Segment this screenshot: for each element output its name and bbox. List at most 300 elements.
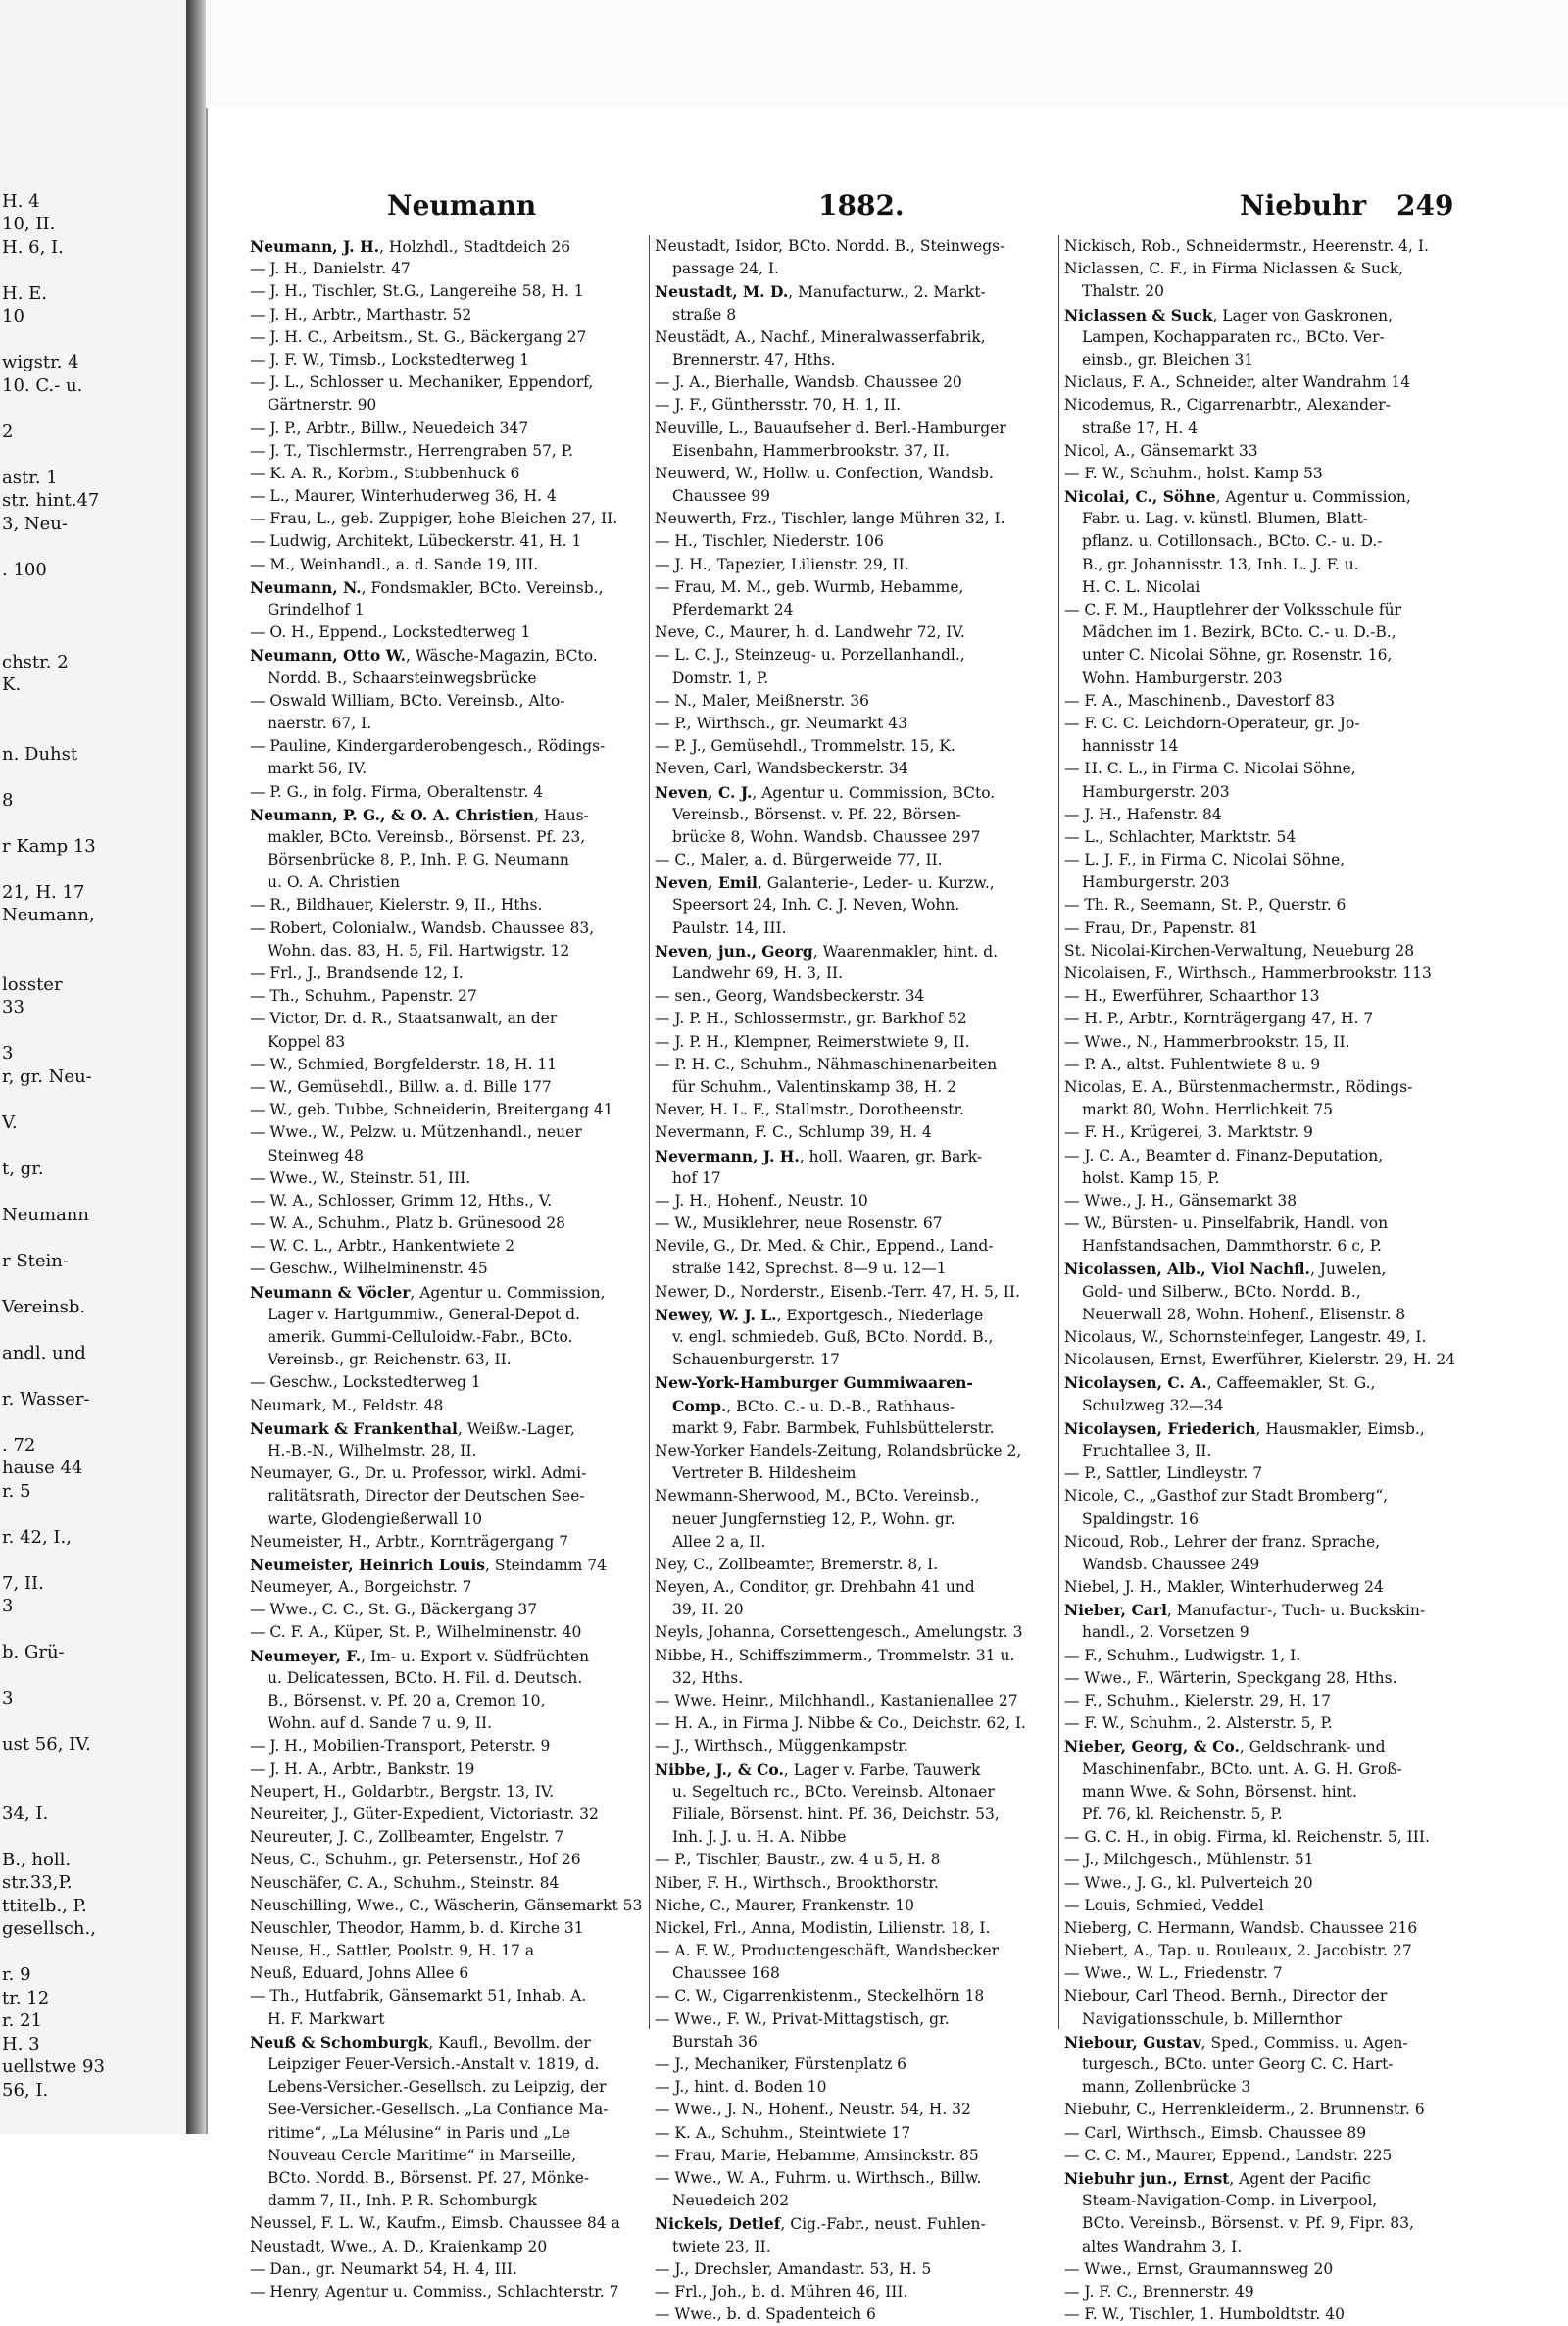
- directory-entry-line: Pf. 76, kl. Reichenstr. 5, P.: [1082, 1805, 1283, 1823]
- directory-entry-line: H.-B.-N., Wilhelmstr. 28, II.: [268, 1441, 477, 1460]
- directory-entry-line: v. engl. schmiedeb. Guß, BCto. Nordd. B.,: [672, 1328, 994, 1346]
- directory-entry-line: Lebens-Versicher.-Gesellsch. zu Leipzig, der: [268, 2078, 607, 2097]
- directory-entry-line: — Louis, Schmied, Veddel: [1064, 1896, 1264, 1914]
- previous-page-fragment: B., holl.: [2, 1849, 72, 1870]
- directory-entry-line: — H., Ewerführer, Schaarthor 13: [1064, 987, 1320, 1006]
- directory-entry-line: Nicolas, E. A., Bürstenmachermstr., Rödings-: [1064, 1077, 1413, 1096]
- directory-entry-line: u. Segeltuch rc., BCto. Vereinsb. Altonaer: [672, 1782, 995, 1801]
- directory-entry-line: Niebour, Gustav, Sped., Commiss. u. Agen-: [1064, 2032, 1408, 2052]
- previous-page-fragment: [0, 719, 184, 743]
- directory-entry-line: — F. W., Tischler, 1. Humboldtstr. 40: [1064, 2305, 1345, 2324]
- directory-entry-line: H. F. Markwart: [268, 2009, 385, 2028]
- directory-entry-line: twiete 23, II.: [672, 2237, 771, 2255]
- directory-entry-line: passage 24, I.: [672, 260, 779, 278]
- directory-entry-line: Neuschäfer, C. A., Schuhm., Steinstr. 84: [250, 1873, 560, 1892]
- directory-entry-line: — H. P., Arbtr., Kornträgergang 47, H. 7: [1064, 1010, 1374, 1028]
- previous-page-fragment: . 72: [2, 1434, 36, 1456]
- directory-entry-line: — Frl., J., Brandsende 12, I.: [250, 965, 464, 982]
- directory-entry-line: Neumark, M., Feldstr. 48: [250, 1396, 444, 1414]
- directory-entry-line: Neumayer, G., Dr. u. Professor, wirkl. Admi-: [250, 1464, 587, 1483]
- directory-entry-line: — Carl, Wirthsch., Eimsb. Chaussee 89: [1064, 2123, 1367, 2142]
- previous-page-fragment: [0, 950, 184, 973]
- previous-page-edge: [0, 0, 186, 2134]
- directory-entry-line: — A. F. W., Productengeschäft, Wandsbecker: [655, 1942, 1000, 1960]
- directory-entry-line: Schulzweg 32—34: [1082, 1396, 1224, 1414]
- directory-entry-line: Neureuter, J. C., Zollbeamter, Engelstr. 7: [250, 1828, 564, 1847]
- directory-entry-line: — J. P. H., Schlossermstr., gr. Barkhof 52: [655, 1010, 967, 1028]
- directory-entry-line: Nickel, Frl., Anna, Modistin, Lilienstr. 18, I.: [655, 1918, 991, 1937]
- directory-entry-line: — M., Weinhandl., a. d. Sande 19, III.: [250, 555, 539, 573]
- previous-page-fragment: 10. C.- u.: [2, 374, 83, 396]
- previous-page-fragment: r. 42, I.,: [2, 1526, 72, 1548]
- directory-entry-line: Steam-Navigation-Comp. in Liverpool,: [1082, 2192, 1378, 2210]
- directory-entry-line: — F., Schuhm., Kielerstr. 29, H. 17: [1064, 1692, 1331, 1709]
- previous-page-fragment: r. 21: [2, 2010, 42, 2031]
- directory-entry-line: Neumeyer, F., Im- u. Export v. Südfrüchten: [250, 1646, 590, 1665]
- previous-page-fragment: 33: [2, 997, 24, 1017]
- directory-entry-line: Neuerwall 28, Wohn. Hohenf., Elisenstr. 8: [1082, 1305, 1406, 1323]
- directory-entry-line: — J., hint. d. Boden 10: [655, 2078, 827, 2097]
- directory-entry-line: Neven, C. J., Agentur u. Commission, BCto.: [655, 782, 996, 802]
- directory-entry-line: — W. A., Schlosser, Grimm 12, Hths., V.: [250, 1191, 553, 1210]
- previous-page-fragment: n. Duhst: [2, 743, 78, 765]
- directory-entry-line: markt 56, IV.: [268, 760, 368, 778]
- directory-entry-line: Niebuhr, C., Herrenkleiderm., 2. Brunnenstr. 6: [1064, 2101, 1425, 2119]
- directory-entry-line: Speersort 24, Inh. C. J. Neven, Wohn.: [672, 896, 960, 915]
- previous-page-fragment: [0, 812, 184, 835]
- directory-entry-line: Neussel, F. L. W., Kaufm., Eimsb. Chaussee 84 a: [250, 2214, 620, 2233]
- directory-entry-line: Neuwerd, W., Hollw. u. Confection, Wandsb.: [655, 464, 994, 482]
- directory-entry-line: Niebert, A., Tap. u. Rouleaux, 2. Jacobistr. 27: [1064, 1942, 1412, 1960]
- directory-entry-line: — J. H., Danielstr. 47: [250, 260, 411, 278]
- directory-entry-line: — F. W., Schuhm., 2. Alsterstr. 5, P.: [1064, 1714, 1333, 1733]
- previous-page-fragment: [0, 1318, 184, 1342]
- directory-entry-line: — L. J. F., in Firma C. Nicolai Söhne,: [1064, 851, 1346, 869]
- previous-page-fragment: ttitelb., P.: [2, 1895, 87, 1916]
- previous-page-fragment: tr. 12: [2, 1987, 50, 2008]
- directory-entry-line: Wandsb. Chaussee 249: [1082, 1555, 1260, 1573]
- directory-entry-line: — Wwe., C. C., St. G., Bäckergang 37: [250, 1601, 538, 1619]
- directory-entry-line: straße 17, H. 4: [1082, 419, 1199, 437]
- directory-entry-line: Nieber, Georg, & Co., Geldschrank- und: [1064, 1737, 1386, 1757]
- directory-entry-line: markt 80, Wohn. Herrlichkeit 75: [1082, 1101, 1333, 1119]
- directory-entry-line: — J. A., Bierhalle, Wandsb. Chaussee 20: [655, 373, 962, 392]
- column-3: [1064, 235, 1466, 2326]
- previous-page-fragment: r, gr. Neu-: [2, 1065, 92, 1087]
- directory-entry-line: Landwehr 69, H. 3, II.: [672, 965, 844, 982]
- directory-entry-line: — W. A., Schuhm., Platz b. Grünesood 28: [250, 1214, 566, 1233]
- directory-entry-line: — J. H., Arbtr., Marthastr. 52: [250, 305, 472, 323]
- directory-entry-line: Spaldingstr. 16: [1082, 1509, 1199, 1528]
- directory-entry-line: — sen., Georg, Wandsbeckerstr. 34: [655, 987, 925, 1006]
- directory-entry-line: Vertreter B. Hildesheim: [672, 1464, 857, 1483]
- previous-page-fragment: [0, 1710, 184, 1734]
- directory-entry-line: turgesch., BCto. unter Georg C. C. Hart-: [1082, 2055, 1394, 2073]
- directory-entry-line: — W., Gemüsehdl., Billw. a. d. Bille 177: [250, 1077, 552, 1096]
- previous-page-fragment: wigstr. 4: [2, 352, 79, 372]
- directory-entry-line: Neuschler, Theodor, Hamm, b. d. Kirche 31: [250, 1918, 584, 1937]
- previous-page-fragment: [0, 1757, 184, 1780]
- previous-page-fragment: str. hint.47: [2, 490, 100, 511]
- directory-entry-line: — L., Maurer, Winterhuderweg 36, H. 4: [250, 487, 557, 506]
- directory-entry-line: — Th., Hutfabrik, Gänsemarkt 51, Inhab. A.: [250, 1987, 587, 2005]
- directory-entry-line: — J. P. H., Klempner, Reimerstwiete 9, II.: [655, 1032, 970, 1051]
- previous-page-fragment: 34, I.: [2, 1803, 49, 1824]
- directory-entry-line: einsb., gr. Bleichen 31: [1082, 350, 1254, 369]
- previous-page-fragment: [0, 1825, 184, 1849]
- directory-entry-line: Mädchen im 1. Bezirk, BCto. C.- u. D.-B.,: [1082, 623, 1396, 642]
- directory-entry-line: Nicolaysen, Friederich, Hausmakler, Eimsb.,: [1064, 1418, 1425, 1438]
- directory-entry-line: Nieberg, C. Hermann, Wandsb. Chaussee 216: [1064, 1918, 1418, 1937]
- directory-entry-line: makler, BCto. Vereinsb., Börsenst. Pf. 23,: [268, 827, 586, 846]
- directory-entry-line: — J. H., Tapezier, Lilienstr. 29, II.: [655, 555, 909, 573]
- previous-page-fragment: 7, II.: [2, 1572, 44, 1594]
- previous-page-fragment: r. 9: [2, 1964, 31, 1985]
- previous-page-fragment: 8: [2, 789, 14, 811]
- previous-page-fragment: losster: [2, 973, 63, 995]
- previous-page-fragment: [0, 1410, 184, 1434]
- directory-entry-line: — P. A., altst. Fuhlentwiete 8 u. 9: [1064, 1055, 1321, 1073]
- directory-entry-line: Nicoud, Rob., Lehrer der franz. Sprache,: [1064, 1532, 1381, 1551]
- previous-page-fragment: [0, 535, 184, 559]
- directory-entry-line: — Frau, Dr., Papenstr. 81: [1064, 918, 1259, 937]
- directory-entry-line: Neven, Carl, Wandsbeckerstr. 34: [655, 760, 908, 778]
- previous-page-fragment: Vereinsb.: [2, 1296, 86, 1317]
- directory-entry-line: Steinweg 48: [268, 1146, 364, 1164]
- previous-page-fragment: andl. und: [2, 1342, 86, 1363]
- previous-page-fragment: H. E.: [2, 282, 48, 304]
- previous-page-fragment: [0, 627, 184, 651]
- directory-entry-line: Neumann, Otto W., Wäsche-Magazin, BCto.: [250, 646, 598, 666]
- previous-page-fragment: Neumann: [2, 1204, 89, 1225]
- previous-page-fragment: 10, II.: [2, 214, 56, 234]
- directory-entry-line: Nicol, A., Gänsemarkt 33: [1064, 441, 1258, 460]
- directory-entry-line: — P., Wirthsch., gr. Neumarkt 43: [655, 714, 907, 732]
- directory-entry-line: holst. Kamp 15, P.: [1082, 1168, 1220, 1187]
- previous-page-fragment: r. Wasser-: [2, 1388, 90, 1410]
- directory-entry-line: Niclaus, F. A., Schneider, alter Wandrahm 14: [1064, 373, 1411, 392]
- directory-entry-line: Koppel 83: [268, 1032, 346, 1051]
- directory-entry-line: 39, H. 20: [672, 1601, 744, 1619]
- previous-page-fragment: . 100: [2, 559, 47, 580]
- directory-entry-line: Börsenbrücke 8, P., Inh. P. G. Neumann: [268, 851, 569, 869]
- previous-page-fragment: gesellsch.,: [2, 1918, 96, 1939]
- previous-page-text: [0, 167, 184, 2102]
- directory-entry-line: — F. W., Schuhm., holst. Kamp 53: [1064, 464, 1323, 482]
- directory-entry-line: Gold- und Silberw., BCto. Nordd. B.,: [1082, 1282, 1361, 1301]
- previous-page-fragment: [0, 858, 184, 881]
- previous-page-fragment: H. 4: [2, 190, 40, 212]
- directory-entry-line: — C. W., Cigarrenkistenm., Steckelhörn 18: [655, 1987, 985, 2005]
- directory-entry-line: Neuville, L., Bauaufseher d. Berl.-Hamburger: [655, 419, 1006, 437]
- directory-entry-line: B., gr. Johannisstr. 13, Inh. L. J. F. u.: [1082, 555, 1359, 573]
- directory-entry-line: — J., Drechsler, Amandastr. 53, H. 5: [655, 2259, 932, 2278]
- directory-entry-line: Nevermann, J. H., holl. Waaren, gr. Bark-: [655, 1146, 983, 1165]
- directory-entry-line: Grindelhof 1: [268, 601, 365, 619]
- directory-entry-line: Maschinenfabr., BCto. unt. A. G. H. Groß-: [1082, 1759, 1402, 1778]
- directory-entry-line: — F., Schuhm., Ludwigstr. 1, I.: [1064, 1646, 1301, 1664]
- directory-entry-line: Nickisch, Rob., Schneidermstr., Heerenstr. 4, I.: [1064, 237, 1429, 255]
- directory-entry-line: Neustadt, M. D., Manufacturw., 2. Markt-: [655, 282, 986, 302]
- directory-entry-line: Niebour, Carl Theod. Bernh., Director der: [1064, 1987, 1388, 2005]
- previous-page-fragment: b. Grü-: [2, 1642, 65, 1662]
- directory-entry-line: Newey, W. J. L., Exportgesch., Niederlage: [655, 1305, 984, 1324]
- directory-entry-line: Hanfstandsachen, Dammthorstr. 6 c, P.: [1082, 1237, 1382, 1256]
- directory-entry-line: H. C. L. Nicolai: [1082, 577, 1200, 596]
- previous-page-fragment: [0, 1134, 184, 1158]
- directory-entry-line: — J. H., Tischler, St.G., Langereihe 58, H. 1: [250, 282, 584, 301]
- directory-entry-line: — J. T., Tischlermstr., Herrengraben 57, P.: [250, 441, 573, 460]
- previous-page-fragment: [0, 328, 184, 352]
- directory-entry-line: Chaussee 99: [672, 487, 770, 506]
- previous-page-fragment: chstr. 2: [2, 651, 69, 672]
- directory-entry-line: hof 17: [672, 1168, 721, 1187]
- directory-entry-line: 32, Hths.: [672, 1668, 744, 1687]
- directory-entry-line: — Pauline, Kindergarderobengesch., Rödings-: [250, 737, 606, 756]
- directory-entry-line: Hamburgerstr. 203: [1082, 873, 1230, 892]
- previous-page-fragment: 10: [2, 306, 24, 326]
- directory-entry-line: Neustadt, Isidor, BCto. Nordd. B., Steinwegs-: [655, 237, 1005, 255]
- directory-entry-line: Niebel, J. H., Makler, Winterhuderweg 24: [1064, 1578, 1384, 1597]
- previous-page-fragment: H. 3: [2, 2033, 40, 2054]
- book-gutter: [186, 0, 206, 2134]
- previous-page-fragment: [0, 1941, 184, 1964]
- directory-entry-line: Never, H. L. F., Stallmstr., Dorotheenstr.: [655, 1101, 965, 1119]
- directory-entry-line: Hamburgerstr. 203: [1082, 782, 1230, 801]
- directory-entry-line: Thalstr. 20: [1082, 282, 1164, 301]
- directory-entry-line: See-Versicher.-Gesellsch. „La Confiance Ma-: [268, 2101, 609, 2119]
- directory-entry-line: — J. H. C., Arbeitsm., St. G., Bäckergang 27: [250, 327, 587, 346]
- directory-entry-line: — Robert, Colonialw., Wandsb. Chaussee 83,: [250, 918, 595, 937]
- directory-entry-line: — J. H., Mobilien-Transport, Peterstr. 9: [250, 1737, 551, 1756]
- directory-entry-line: — W., Bürsten- u. Pinselfabrik, Handl. von: [1064, 1214, 1389, 1233]
- directory-entry-line: Neumark & Frankenthal, Weißw.-Lager,: [250, 1418, 575, 1438]
- directory-entry-line: — Wwe., W. A., Fuhrm. u. Wirthsch., Billw.: [655, 2168, 982, 2187]
- previous-page-fragment: [0, 581, 184, 605]
- directory-entry-line: — W., Musiklehrer, neue Rosenstr. 67: [655, 1214, 943, 1233]
- directory-entry-line: — Dan., gr. Neumarkt 54, H. 4, III.: [250, 2259, 517, 2278]
- directory-entry-line: Nordd. B., Schaarsteinwegsbrücke: [268, 668, 537, 687]
- directory-entry-line: Neupert, H., Goldarbtr., Bergstr. 13, IV.: [250, 1782, 555, 1801]
- directory-entry-line: Nicolausen, Ernst, Ewerführer, Kielerstr. 29, H. 24: [1064, 1351, 1456, 1369]
- directory-entry-line: — P., Sattler, Lindleystr. 7: [1064, 1464, 1263, 1483]
- page-number: 249: [1396, 189, 1454, 222]
- directory-entry-line: Niclassen, C. F., in Firma Niclassen & Suck,: [1064, 260, 1404, 278]
- directory-entry-line: ritime“, „La Mélusine“ in Paris und „Le: [268, 2123, 570, 2142]
- directory-entry-line: Inh. J. J. u. H. A. Nibbe: [672, 1828, 847, 1847]
- directory-entry-line: — F. H., Krügerei, 3. Marktstr. 9: [1064, 1123, 1313, 1142]
- directory-entry-line: naerstr. 67, I.: [268, 714, 372, 732]
- directory-entry-line: — H., Tischler, Niederstr. 106: [655, 532, 884, 551]
- previous-page-fragment: astr. 1: [2, 467, 58, 488]
- directory-entry-line: — Wwe., W., Pelzw. u. Mützenhandl., neuer: [250, 1123, 582, 1142]
- column-divider-1: [649, 235, 650, 2029]
- directory-entry-line: Vereinsb., Börsenst. v. Pf. 22, Börsen-: [672, 805, 961, 823]
- directory-entry-line: Niber, F. H., Wirthsch., Brookthorstr.: [655, 1873, 939, 1892]
- directory-entry-line: Nickels, Detlef, Cig.-Fabr., neust. Fuhlen-: [655, 2214, 986, 2234]
- directory-entry-line: — G. C. H., in obig. Firma, kl. Reichenstr. 5, III.: [1064, 1828, 1430, 1847]
- previous-page-fragment: [0, 259, 184, 282]
- directory-entry-line: New-Yorker Handels-Zeitung, Rolandsbrücke 2,: [655, 1441, 1022, 1460]
- directory-entry-line: B., Börsenst. v. Pf. 20 a, Cremon 10,: [268, 1692, 546, 1709]
- directory-entry-line: hannisstr 14: [1082, 737, 1179, 756]
- directory-entry-line: Niclassen & Suck, Lager von Gaskronen,: [1064, 305, 1394, 324]
- directory-entry-line: — J. H., Hohenf., Neustr. 10: [655, 1191, 868, 1210]
- directory-entry-line: Neumeister, Heinrich Louis, Steindamm 74: [250, 1555, 608, 1574]
- column-divider-2: [1058, 235, 1059, 2029]
- directory-entry-line: neuer Jungfernstieg 12, P., Wohn. gr.: [672, 1509, 956, 1528]
- directory-entry-line: BCto. Vereinsb., Börsenst. v. Pf. 9, Fipr. 83,: [1082, 2214, 1414, 2233]
- directory-entry-line: — P. H. C., Schuhm., Nähmaschinenarbeiten: [655, 1055, 998, 1073]
- directory-entry-line: Allee 2 a, II.: [672, 1532, 766, 1551]
- directory-entry-line: — F. C. C. Leichdorn-Operateur, gr. Jo-: [1064, 714, 1360, 732]
- directory-entry-line: — Th. R., Seemann, St. P., Querstr. 6: [1064, 896, 1347, 915]
- directory-entry-line: Nicole, C., „Gasthof zur Stadt Bromberg“,: [1064, 1487, 1389, 1506]
- previous-page-fragment: 3: [2, 1596, 14, 1616]
- directory-entry-line: — J., Mechaniker, Fürstenplatz 6: [655, 2055, 907, 2073]
- directory-entry-line: Wohn. das. 83, H. 5, Fil. Hartwigstr. 12: [268, 941, 570, 960]
- directory-entry-line: Ney, C., Zollbeamter, Bremerstr. 8, I.: [655, 1555, 939, 1573]
- directory-entry-line: Nicolai, C., Söhne, Agentur u. Commission,: [1064, 487, 1411, 507]
- directory-entry-line: Neustadt, Wwe., A. D., Kraienkamp 20: [250, 2237, 548, 2255]
- directory-entry-line: — J. L., Schlosser u. Mechaniker, Eppendorf,: [250, 373, 594, 392]
- directory-entry-line: — H. C. L., in Firma C. Nicolai Söhne,: [1064, 760, 1356, 778]
- previous-page-fragment: [0, 1226, 184, 1250]
- previous-page-fragment: [0, 1088, 184, 1112]
- directory-entry-line: Neuse, H., Sattler, Poolstr. 9, H. 17 a: [250, 1942, 535, 1960]
- directory-entry-line: — Frl., Joh., b. d. Mühren 46, III.: [655, 2282, 908, 2301]
- directory-entry-line: Wohn. auf d. Sande 7 u. 9, II.: [268, 1714, 493, 1733]
- directory-entry-line: Nicolassen, Alb., Viol Nachfl., Juwelen,: [1064, 1260, 1387, 1279]
- directory-entry-line: brücke 8, Wohn. Wandsb. Chaussee 297: [672, 827, 981, 846]
- directory-entry-line: — Wwe., W., Steinstr. 51, III.: [250, 1168, 471, 1187]
- header-year: 1882.: [818, 189, 905, 222]
- directory-entry-line: Lager v. Hartgummiw., General-Depot d.: [268, 1305, 581, 1323]
- previous-page-fragment: K.: [2, 674, 22, 695]
- directory-entry-line: — J. H. A., Arbtr., Bankstr. 19: [250, 1759, 475, 1778]
- directory-entry-line: Neyls, Johanna, Corsettengesch., Amelungstr. 3: [655, 1623, 1023, 1642]
- directory-entry-line: — Wwe., F. W., Privat-Mittagstisch, gr.: [655, 2009, 950, 2028]
- directory-entry-line: — Wwe., b. d. Spadenteich 6: [655, 2305, 876, 2324]
- directory-entry-line: — Wwe., J. G., kl. Pulverteich 20: [1064, 1873, 1313, 1892]
- previous-page-fragment: [0, 927, 184, 951]
- directory-entry-line: — C. F. M., Hauptlehrer der Volksschule für: [1064, 601, 1401, 619]
- directory-entry-line: — Frau, M. M., geb. Wurmb, Hebamme,: [655, 577, 964, 596]
- previous-page-fragment: [0, 697, 184, 720]
- directory-entry-line: — Oswald William, BCto. Vereinsb., Alto-: [250, 691, 565, 710]
- directory-entry-line: — Victor, Dr. d. R., Staatsanwalt, an der: [250, 1010, 558, 1028]
- directory-entry-line: Neustädt, A., Nachf., Mineralwasserfabrik,: [655, 327, 986, 346]
- directory-entry-line: Neven, Emil, Galanterie-, Leder- u. Kurzw.,: [655, 873, 995, 893]
- directory-entry-line: Neus, C., Schuhm., gr. Petersenstr., Hof 26: [250, 1851, 581, 1869]
- directory-entry-line: — C. F. A., Küper, St. P., Wilhelminenstr. 40: [250, 1623, 582, 1642]
- directory-entry-line: BCto. Nordd. B., Börsenst. Pf. 27, Mönke-: [268, 2168, 590, 2187]
- previous-page-fragment: 3: [2, 1688, 14, 1708]
- directory-entry-line: Domstr. 1, P.: [672, 668, 769, 687]
- previous-page-fragment: hause 44: [2, 1458, 83, 1478]
- directory-entry-line: handl., 2. Vorsetzen 9: [1082, 1623, 1250, 1642]
- directory-entry-line: Vereinsb., gr. Reichenstr. 63, II.: [268, 1351, 512, 1369]
- previous-page-fragment: str.33,P.: [2, 1872, 73, 1893]
- directory-entry-line: — J. F. W., Timsb., Lockstedterweg 1: [250, 350, 530, 369]
- directory-entry-line: — K. A., Schuhm., Steintwiete 17: [655, 2123, 911, 2142]
- directory-entry-line: Nevile, G., Dr. Med. & Chir., Eppend., Land-: [655, 1237, 994, 1256]
- directory-entry-line: für Schuhm., Valentinskamp 38, H. 2: [672, 1077, 957, 1096]
- previous-page-fragment: t, gr.: [2, 1158, 44, 1179]
- directory-entry-line: — Wwe., J. H., Gänsemarkt 38: [1064, 1191, 1298, 1210]
- directory-entry-line: Nicolaysen, C. A., Caffeemakler, St. G.,: [1064, 1373, 1376, 1393]
- directory-entry-line: Chaussee 168: [672, 1964, 780, 1983]
- directory-entry-line: Navigationsschule, b. Millernthor: [1082, 2009, 1342, 2028]
- directory-entry-line: Newmann-Sherwood, M., BCto. Vereinsb.,: [655, 1487, 980, 1506]
- directory-entry-line: Neuß, Eduard, Johns Allee 6: [250, 1964, 469, 1983]
- directory-entry-line: — Wwe., F., Wärterin, Speckgang 28, Hths.: [1064, 1668, 1397, 1687]
- directory-entry-line: Nevermann, F. C., Schlump 39, H. 4: [655, 1123, 932, 1142]
- directory-entry-line: Neuß & Schomburgk, Kaufl., Bevollm. der: [250, 2032, 591, 2052]
- directory-entry-line: Newer, D., Norderstr., Eisenb.-Terr. 47, H. 5, II.: [655, 1282, 1020, 1301]
- previous-page-fragment: H. 6, I.: [2, 236, 64, 258]
- previous-page-fragment: uellstwe 93: [2, 2056, 105, 2077]
- previous-page-fragment: [0, 1779, 184, 1803]
- previous-page-fragment: [0, 1549, 184, 1572]
- directory-entry-line: — Frau, L., geb. Zuppiger, hohe Bleichen 27, II.: [250, 510, 618, 528]
- directory-entry-line: ralitätsrath, Director der Deutschen See-: [268, 1487, 585, 1506]
- directory-entry-line: — F. A., Maschinenb., Davestorf 83: [1064, 691, 1336, 710]
- directory-entry-line: Nicolaus, W., Schornsteinfeger, Langestr. 49, I.: [1064, 1328, 1427, 1346]
- previous-page-fragment: [0, 1664, 184, 1688]
- directory-entry-line: unter C. Nicolai Söhne, gr. Rosenstr. 16,: [1082, 646, 1393, 665]
- directory-entry-line: — W. C. L., Arbtr., Hankentwiete 2: [250, 1237, 515, 1256]
- directory-entry-line: — Ludwig, Architekt, Lübeckerstr. 41, H. 1: [250, 532, 582, 551]
- directory-entry-line: Nouveau Cercle Maritime“ in Marseille,: [268, 2146, 577, 2164]
- directory-entry-line: Schauenburgerstr. 17: [672, 1351, 840, 1369]
- previous-page-fragment: Neumann,: [2, 905, 95, 925]
- directory-entry-line: Neuwerth, Frz., Tischler, lange Mühren 32, I.: [655, 510, 1005, 528]
- directory-entry-line: — J., Wirthsch., Müggenkampstr.: [655, 1737, 908, 1756]
- previous-page-fragment: [0, 766, 184, 789]
- previous-page-fragment: [0, 1180, 184, 1204]
- directory-entry-line: — W., Schmied, Borgfelderstr. 18, H. 11: [250, 1055, 558, 1073]
- directory-entry-line: pflanz. u. Cotillonsach., BCto. C.- u. D.-: [1082, 532, 1383, 551]
- header-left-word: Neumann: [387, 189, 537, 222]
- directory-entry-line: mann, Zollenbrücke 3: [1082, 2078, 1251, 2097]
- directory-entry-line: Neumann, P. G., & O. A. Christien, Haus-: [250, 805, 589, 824]
- directory-entry-line: Burstah 36: [672, 2032, 758, 2051]
- directory-entry-line: mann Wwe. & Sohn, Börsenst. hint.: [1082, 1782, 1357, 1801]
- previous-page-fragment: [0, 1272, 184, 1296]
- directory-entry-line: Leipziger Feuer-Versich.-Anstalt v. 1819, d.: [268, 2055, 600, 2073]
- directory-entry-line: Neumeyer, A., Borgeichstr. 7: [250, 1578, 472, 1597]
- previous-page-fragment: [0, 167, 184, 190]
- directory-entry-line: Paulstr. 14, III.: [672, 918, 787, 937]
- directory-entry-line: — Geschw., Lockstedterweg 1: [250, 1373, 481, 1392]
- directory-entry-line: Nieber, Carl, Manufactur-, Tuch- u. Buckskin-: [1064, 1601, 1426, 1620]
- directory-entry-line: altes Wandrahm 3, I.: [1082, 2237, 1243, 2255]
- directory-entry-line: u. Delicatessen, BCto. H. Fil. d. Deutsch.: [268, 1668, 583, 1687]
- directory-entry-line: Nicolaisen, F., Wirthsch., Hammerbrookstr. 113: [1064, 965, 1432, 982]
- directory-entry-line: — P. G., in folg. Firma, Oberaltenstr. 4: [250, 782, 544, 801]
- directory-entry-line: markt 9, Fabr. Barmbek, Fuhlsbüttelerstr.: [672, 1418, 995, 1437]
- directory-entry-line: Niebuhr jun., Ernst, Agent der Pacific: [1064, 2168, 1371, 2188]
- directory-entry-line: Nicodemus, R., Cigarrenarbtr., Alexander-: [1064, 396, 1391, 415]
- directory-entry-line: Pferdemarkt 24: [672, 601, 794, 619]
- directory-entry-line: Neyen, A., Conditor, gr. Drehbahn 41 und: [655, 1578, 975, 1597]
- directory-entry-line: Neumeister, H., Arbtr., Kornträgergang 7: [250, 1532, 569, 1551]
- directory-entry-line: — W., geb. Tubbe, Schneiderin, Breitergang 41: [250, 1101, 613, 1119]
- directory-entry-line: St. Nicolai-Kirchen-Verwaltung, Neueburg 28: [1064, 941, 1415, 960]
- directory-entry-line: Nibbe, J., & Co., Lager v. Farbe, Tauwerk: [655, 1759, 981, 1779]
- directory-entry-line: — N., Maler, Meißnerstr. 36: [655, 691, 869, 710]
